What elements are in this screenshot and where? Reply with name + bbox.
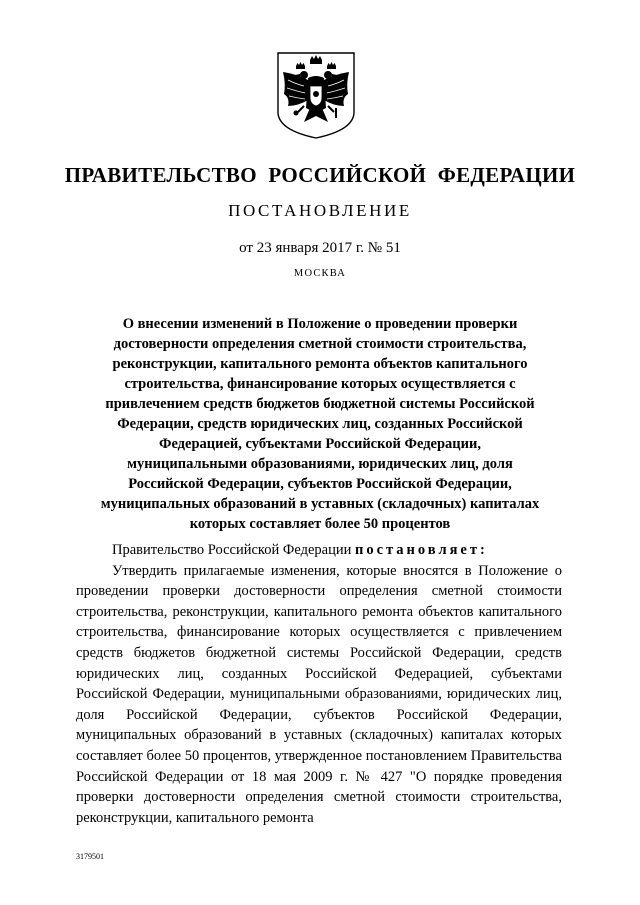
body-paragraph: Утвердить прилагаемые изменения, которые вносятся в Положение о проведении проверки достоверности определения сметной стоимости строительства, реконструкции, капитального ремонта объектов капитального строительства, финансирование которых осуществляется с привлечением средств бюджетов бюджетной системы Российской Федерации, средств юридических лиц, созданных Российской Федерацией, субъектами Российской Федерации, муниципальными образованиями, юридических лиц, доля Российской Федерации, субъектов Российской Федерации, муниципальных образований в уставных (складочных) капиталах которых составляет более 50 процентов, утвержденное постановлением Правительства Российской Федерации от 18 мая 2009 г. № 427 "О порядке проведения проверки достоверности определения сметной стоимости строительства, реконструкции, капитального ремонта (76, 562, 562, 826)
intro-text: Правительство Российской Федерации (112, 542, 355, 558)
resolves-word: постановляет: (354, 542, 488, 558)
document-date-number: от 23 января 2017 г. № 51 (239, 240, 401, 256)
double-headed-eagle-icon (274, 50, 358, 140)
coat-of-arms-emblem (274, 50, 358, 140)
resolution-body (76, 540, 562, 828)
footer-document-number: 3179501 (76, 852, 104, 861)
document-city: МОСКВА (293, 268, 347, 279)
intro-line (76, 540, 562, 561)
government-name: ПРАВИТЕЛЬСТВО РОССИЙСКОЙ ФЕДЕРАЦИИ (64, 163, 576, 187)
document-type: ПОСТАНОВЛЕНИЕ (228, 201, 412, 220)
resolution-title: О внесении изменений в Положение о проведении проверки достоверности определения сметной стоимости строительства, реконструкции, капитального ремонта объектов капитального строительства, финансирование которых осуществляется с привлечением средств бюджетов бюджетной системы Российской Федерации, средств юридических лиц, созданных Российской Федерацией, субъектами Российской Федерации, муниципальными образованиями, юридических лиц, доля Российской Федерации, субъектов Российской Федерации, муниципальных образований в уставных (складочных) капиталах которых составляет более 50 процентов (100, 316, 540, 532)
